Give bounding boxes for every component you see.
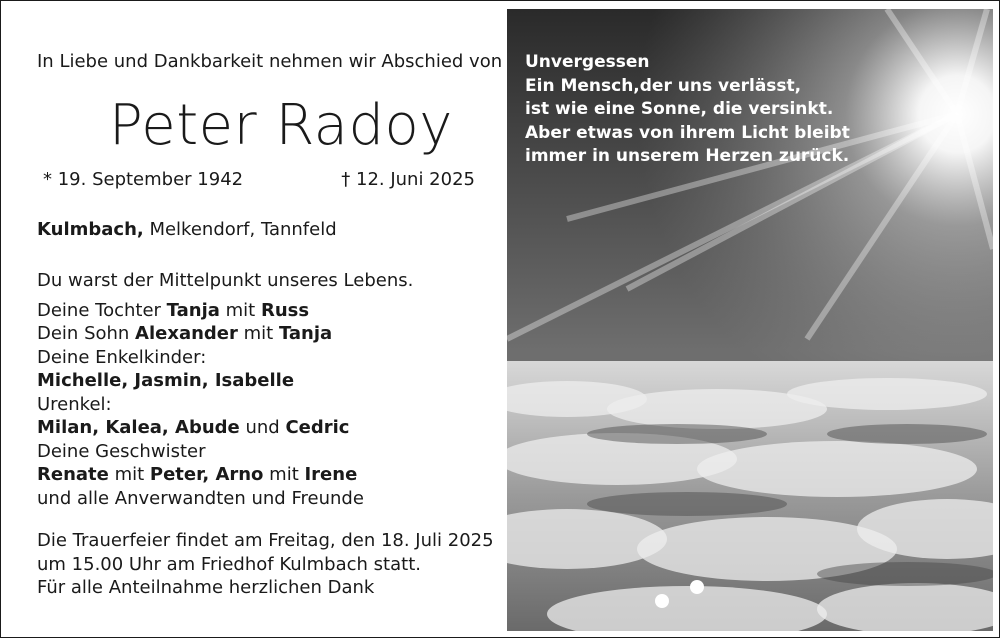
service-info — [37, 529, 494, 600]
poem-line: immer in unserem Herzen zurück. — [525, 146, 850, 166]
poem-line: Ein Mensch,der uns verlässt, — [525, 75, 802, 96]
place-main: Kulmbach, — [37, 219, 144, 240]
service-line-2: um 15.00 Uhr am Friedhof Kulmbach statt. — [37, 553, 421, 575]
mourners-list — [37, 269, 413, 510]
birth-date: * 19. September 1942 — [43, 169, 244, 190]
service-line-1: Die Trauerfeier findet am Freitag, den 18. Juli 2025 — [37, 530, 494, 551]
grandchildren-label: Deine Enkelkinder: — [37, 346, 207, 368]
intro-text: In Liebe und Dankbarkeit nehmen wir Abschied von — [37, 51, 503, 72]
other-mourners: und alle Anverwandten und Freunde — [37, 487, 364, 509]
poem-line: ist wie eine Sonne, die versinkt. — [525, 99, 834, 119]
poem — [525, 51, 850, 169]
service-line-3: Für alle Anteilnahme herzlichen Dank — [37, 577, 375, 598]
grandchildren-names: Michelle, Jasmin, Isabelle — [37, 370, 295, 391]
great-grandchildren-names: Milan, Kalea, Abude und Cedric — [37, 417, 350, 438]
poem-line: Unvergessen — [525, 52, 650, 72]
deceased-name: Peter Radoy — [109, 93, 453, 158]
places — [37, 219, 337, 240]
place-rest: Melkendorf, Tannfeld — [143, 219, 337, 240]
death-date: † 12. Juni 2025 — [341, 169, 475, 190]
poem-line: Aber etwas von ihrem Licht bleibt — [525, 122, 850, 143]
mourners-intro: Du warst der Mittelpunkt unseres Lebens. — [37, 270, 414, 291]
mourner-son: Dein Sohn Alexander mit Tanja — [37, 323, 333, 344]
text-column — [37, 1, 503, 637]
siblings-names: Renate mit Peter, Arno mit Irene — [37, 464, 358, 485]
great-grandchildren-label: Urenkel: — [37, 393, 112, 415]
siblings-label: Deine Geschwister — [37, 440, 206, 462]
mourner-daughter: Deine Tochter Tanja mit Russ — [37, 299, 310, 321]
